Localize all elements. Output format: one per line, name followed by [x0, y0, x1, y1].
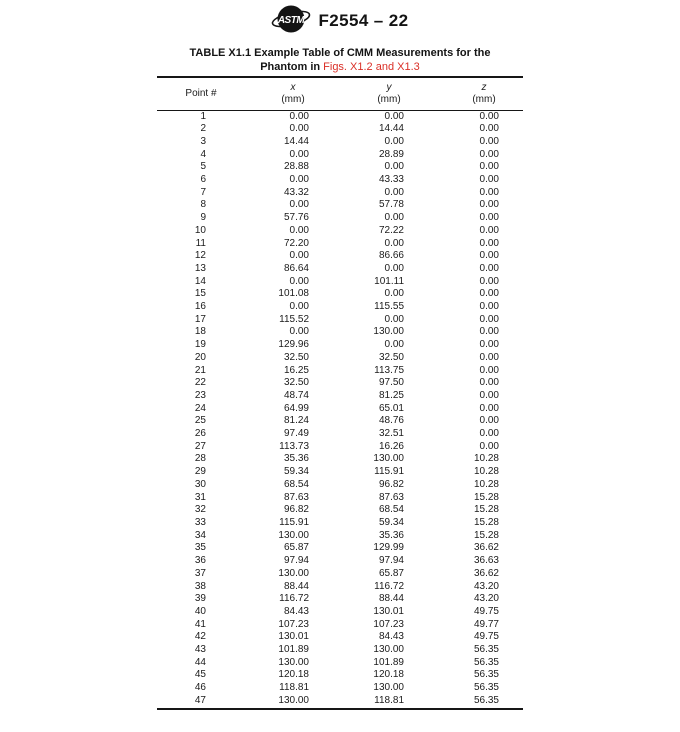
x-cell: 129.96: [278, 339, 309, 351]
point-cell: 35: [194, 542, 206, 554]
point-cell: 31: [194, 491, 206, 503]
x-cell: 130.00: [278, 529, 309, 541]
x-cell: 130.00: [278, 694, 309, 706]
point-cell: 37: [194, 567, 206, 579]
table-row: [157, 365, 523, 378]
z-cell: 0.00: [479, 135, 499, 147]
y-cell: 32.50: [378, 351, 404, 363]
y-cell: 0.00: [384, 186, 404, 198]
x-cell: 0.00: [289, 301, 309, 313]
z-cell: 0.00: [479, 250, 499, 262]
table-row: [157, 479, 523, 492]
point-cell: 43: [194, 644, 206, 656]
x-cell: 0.00: [289, 148, 309, 160]
table-row: [157, 492, 523, 505]
y-cell: 48.76: [378, 415, 404, 427]
y-cell: 65.87: [378, 567, 404, 579]
x-cell: 0.00: [289, 123, 309, 135]
y-cell: 87.63: [378, 491, 404, 503]
table-title-line2: [0, 60, 680, 74]
point-cell: 39: [194, 593, 206, 605]
document-header: [0, 0, 680, 38]
table-row: [157, 352, 523, 365]
table-row: [157, 225, 523, 238]
point-cell: 33: [194, 517, 206, 528]
z-cell: 0.00: [479, 301, 499, 313]
y-cell: 107.23: [373, 618, 404, 630]
point-cell: 2: [200, 123, 206, 135]
x-cell: 16.25: [283, 364, 309, 376]
table-row: [157, 377, 523, 390]
y-cell: 130.00: [373, 326, 404, 338]
z-cell: 0.00: [479, 377, 499, 389]
point-cell: 36: [194, 555, 206, 567]
point-cell: 20: [194, 351, 206, 363]
point-cell: 7: [200, 186, 206, 198]
point-cell: 5: [200, 161, 206, 173]
y-cell: 120.18: [373, 669, 404, 681]
y-cell: 115.91: [374, 466, 404, 478]
cmm-measurements-table: [157, 76, 523, 710]
x-cell: 32.50: [283, 351, 309, 363]
z-cell: 0.00: [479, 186, 499, 198]
table-row: [157, 123, 523, 136]
z-cell: 0.00: [479, 428, 499, 440]
z-cell: 0.00: [479, 161, 499, 173]
x-cell: 130.00: [278, 567, 309, 579]
table-row: [157, 288, 523, 301]
table-row: [157, 581, 523, 594]
y-cell: 72.22: [378, 224, 404, 236]
point-cell: 10: [194, 224, 206, 236]
y-cell: 130.00: [373, 682, 404, 694]
column-header-x: x (mm): [221, 77, 325, 110]
table-row: [157, 415, 523, 428]
y-cell: 43.33: [378, 174, 404, 186]
y-cell: 0.00: [384, 161, 404, 173]
table-row: [157, 593, 523, 606]
table-row: [157, 301, 523, 314]
table-title-line1: TABLE X1.1 Example Table of CMM Measurements for the: [189, 47, 491, 59]
point-cell: 38: [194, 580, 206, 592]
z-cell: 36.62: [473, 567, 499, 579]
y-cell: 86.66: [378, 250, 404, 262]
y-cell: 68.54: [378, 504, 404, 516]
z-cell: 56.35: [473, 644, 499, 656]
table-row: [157, 657, 523, 670]
x-cell: 0.00: [289, 326, 309, 338]
y-cell: 59.34: [378, 517, 404, 528]
x-cell: 0.00: [289, 275, 309, 287]
point-cell: 23: [194, 389, 206, 401]
table-header: [157, 77, 523, 110]
x-cell: 130.00: [278, 656, 309, 668]
y-cell: 0.00: [384, 135, 404, 147]
x-cell: 97.94: [283, 555, 309, 567]
table-row: [157, 238, 523, 251]
y-cell: 0.00: [384, 212, 404, 224]
z-cell: 36.63: [473, 555, 499, 567]
x-cell: 0.00: [289, 199, 309, 211]
z-cell: 15.28: [473, 491, 499, 503]
x-cell: 0.00: [289, 250, 309, 262]
x-cell: 107.23: [278, 618, 309, 630]
x-cell: 68.54: [283, 478, 309, 490]
table-title: [0, 46, 680, 74]
column-header-z: z (mm): [420, 77, 523, 110]
point-cell: 15: [194, 288, 206, 300]
table-row: [157, 453, 523, 466]
point-cell: 6: [200, 174, 206, 186]
z-cell: 0.00: [479, 313, 499, 325]
z-cell: 56.35: [473, 682, 499, 694]
x-cell: 35.36: [283, 453, 309, 465]
z-cell: 43.20: [473, 593, 499, 605]
z-cell: 0.00: [479, 148, 499, 160]
table-row: [157, 263, 523, 276]
z-cell: 10.28: [473, 453, 499, 465]
y-cell: 88.44: [378, 593, 404, 605]
y-cell: 118.81: [374, 694, 404, 706]
point-cell: 12: [194, 250, 206, 262]
table-row: [157, 390, 523, 403]
y-cell: 130.00: [373, 644, 404, 656]
y-cell: 0.00: [384, 262, 404, 274]
x-cell: 84.43: [283, 605, 309, 617]
table-row: [157, 682, 523, 695]
point-cell: 24: [194, 402, 206, 414]
table-row: [157, 517, 523, 530]
z-cell: 56.35: [473, 669, 499, 681]
table-row: [157, 568, 523, 581]
y-cell: 16.26: [378, 440, 404, 452]
z-cell: 0.00: [479, 364, 499, 376]
table-row: [157, 110, 523, 123]
table-row: [157, 466, 523, 479]
point-cell: 34: [194, 529, 206, 541]
y-cell: 101.11: [374, 275, 404, 287]
point-cell: 26: [194, 428, 206, 440]
point-cell: 13: [194, 262, 206, 274]
z-cell: 0.00: [479, 415, 499, 427]
z-cell: 0.00: [479, 174, 499, 186]
z-cell: 0.00: [479, 351, 499, 363]
point-cell: 27: [194, 440, 206, 452]
z-cell: 0.00: [479, 123, 499, 135]
x-cell: 101.08: [278, 288, 309, 300]
z-cell: 0.00: [479, 288, 499, 300]
x-cell: 81.24: [283, 415, 309, 427]
table-row: [157, 339, 523, 352]
z-cell: 56.35: [473, 656, 499, 668]
point-cell: 25: [194, 415, 206, 427]
point-cell: 40: [194, 605, 206, 617]
z-cell: 49.75: [473, 631, 499, 643]
y-cell: 97.50: [378, 377, 404, 389]
standard-designation: F2554 – 22: [318, 11, 409, 30]
point-cell: 8: [200, 199, 206, 211]
column-header-point: Point #: [157, 77, 221, 110]
svg-text:ASTM: ASTM: [278, 14, 305, 26]
x-cell: 57.76: [283, 212, 309, 224]
point-cell: 21: [194, 364, 206, 376]
z-cell: 10.28: [473, 466, 499, 478]
z-cell: 0.00: [479, 440, 499, 452]
table-row: [157, 441, 523, 454]
figures-reference-link[interactable]: Figs. X1.2 and X1.3: [323, 61, 420, 73]
y-cell: 0.00: [384, 339, 404, 351]
point-cell: 4: [200, 148, 206, 160]
y-cell: 28.89: [378, 148, 404, 160]
x-cell: 88.44: [283, 580, 309, 592]
point-cell: 44: [194, 656, 206, 668]
x-cell: 115.91: [279, 517, 309, 528]
y-cell: 84.43: [378, 631, 404, 643]
table-row: [157, 149, 523, 162]
point-cell: 22: [194, 377, 206, 389]
point-cell: 45: [194, 669, 206, 681]
x-cell: 64.99: [283, 402, 309, 414]
z-cell: 56.35: [473, 694, 499, 706]
point-cell: 28: [194, 453, 206, 465]
z-cell: 0.00: [479, 199, 499, 211]
z-cell: 43.20: [473, 580, 499, 592]
point-cell: 42: [194, 631, 206, 643]
y-cell: 129.99: [373, 542, 404, 554]
z-cell: 0.00: [479, 237, 499, 249]
x-cell: 87.63: [283, 491, 309, 503]
table-row: [157, 555, 523, 568]
z-cell: 49.77: [473, 618, 499, 630]
y-cell: 0.00: [384, 313, 404, 325]
x-cell: 115.52: [279, 313, 309, 325]
y-cell: 32.51: [378, 428, 404, 440]
column-header-y: y (mm): [325, 77, 420, 110]
y-cell: 115.55: [374, 301, 404, 313]
x-cell: 0.00: [289, 224, 309, 236]
point-cell: 11: [195, 237, 206, 249]
z-cell: 15.28: [473, 504, 499, 516]
table-row: [157, 530, 523, 543]
z-cell: 0.00: [479, 262, 499, 274]
point-cell: 16: [194, 301, 206, 313]
z-cell: 0.00: [479, 275, 499, 287]
point-cell: 47: [194, 694, 206, 706]
z-cell: 0.00: [479, 212, 499, 224]
y-cell: 97.94: [378, 555, 404, 567]
point-cell: 32: [194, 504, 206, 516]
point-cell: 19: [194, 339, 206, 351]
x-cell: 32.50: [283, 377, 309, 389]
table-row: [157, 199, 523, 212]
y-cell: 0.00: [384, 288, 404, 300]
x-cell: 97.49: [283, 428, 309, 440]
point-cell: 29: [194, 466, 206, 478]
point-cell: 1: [200, 110, 206, 122]
x-cell: 48.74: [283, 389, 309, 401]
x-cell: 113.73: [279, 440, 309, 452]
table-title-phantom-text: Phantom in: [260, 61, 324, 73]
x-cell: 118.81: [279, 682, 309, 694]
table-row: [157, 326, 523, 339]
x-cell: 72.20: [283, 237, 309, 249]
x-cell: 96.82: [283, 504, 309, 516]
table-row: [157, 504, 523, 517]
z-cell: 0.00: [479, 326, 499, 338]
z-cell: 0.00: [479, 389, 499, 401]
x-cell: 14.44: [283, 135, 309, 147]
table-row: [157, 644, 523, 657]
y-cell: 65.01: [378, 402, 404, 414]
x-cell: 43.32: [283, 186, 309, 198]
x-cell: 101.89: [278, 644, 309, 656]
table-row: [157, 212, 523, 225]
z-cell: 15.28: [473, 529, 499, 541]
point-cell: 18: [194, 326, 206, 338]
x-cell: 0.00: [289, 110, 309, 122]
z-cell: 15.28: [473, 517, 499, 528]
point-cell: 17: [194, 313, 206, 325]
y-cell: 113.75: [374, 364, 404, 376]
z-cell: 49.75: [473, 605, 499, 617]
z-cell: 0.00: [479, 339, 499, 351]
point-cell: 14: [194, 275, 206, 287]
table-row: [157, 403, 523, 416]
table-row: [157, 669, 523, 682]
table-row: [157, 631, 523, 644]
x-cell: 0.00: [289, 174, 309, 186]
x-cell: 65.87: [283, 542, 309, 554]
header-row: [157, 77, 523, 110]
table-row: [157, 161, 523, 174]
x-cell: 130.01: [278, 631, 309, 643]
table-body: [157, 110, 523, 709]
x-cell: 116.72: [279, 593, 309, 605]
x-cell: 28.88: [283, 161, 309, 173]
x-cell: 120.18: [278, 669, 309, 681]
table-row: [157, 187, 523, 200]
y-cell: 57.78: [378, 199, 404, 211]
y-cell: 0.00: [384, 110, 404, 122]
y-cell: 130.00: [373, 453, 404, 465]
x-cell: 59.34: [283, 466, 309, 478]
point-cell: 3: [200, 135, 206, 147]
point-cell: 41: [194, 618, 206, 630]
y-cell: 14.44: [378, 123, 404, 135]
table-row: [157, 174, 523, 187]
table-row: [157, 606, 523, 619]
y-cell: 96.82: [378, 478, 404, 490]
table-row: [157, 136, 523, 149]
z-cell: 0.00: [479, 402, 499, 414]
x-cell: 86.64: [283, 262, 309, 274]
table-row: [157, 542, 523, 555]
y-cell: 116.72: [374, 580, 404, 592]
table-row: [157, 314, 523, 327]
y-cell: 101.89: [373, 656, 404, 668]
point-cell: 9: [200, 212, 206, 224]
y-cell: 35.36: [378, 529, 404, 541]
y-cell: 0.00: [384, 237, 404, 249]
table-row: [157, 250, 523, 263]
z-cell: 10.28: [473, 478, 499, 490]
z-cell: 0.00: [479, 224, 499, 236]
point-cell: 30: [194, 478, 206, 490]
point-cell: 46: [194, 682, 206, 694]
y-cell: 81.25: [378, 389, 404, 401]
astm-logo-icon: [271, 2, 311, 41]
z-cell: 36.62: [473, 542, 499, 554]
table-row: [157, 428, 523, 441]
z-cell: 0.00: [479, 110, 499, 122]
table-row: [157, 695, 523, 709]
table-row: [157, 276, 523, 289]
y-cell: 130.01: [373, 605, 404, 617]
table-row: [157, 619, 523, 632]
